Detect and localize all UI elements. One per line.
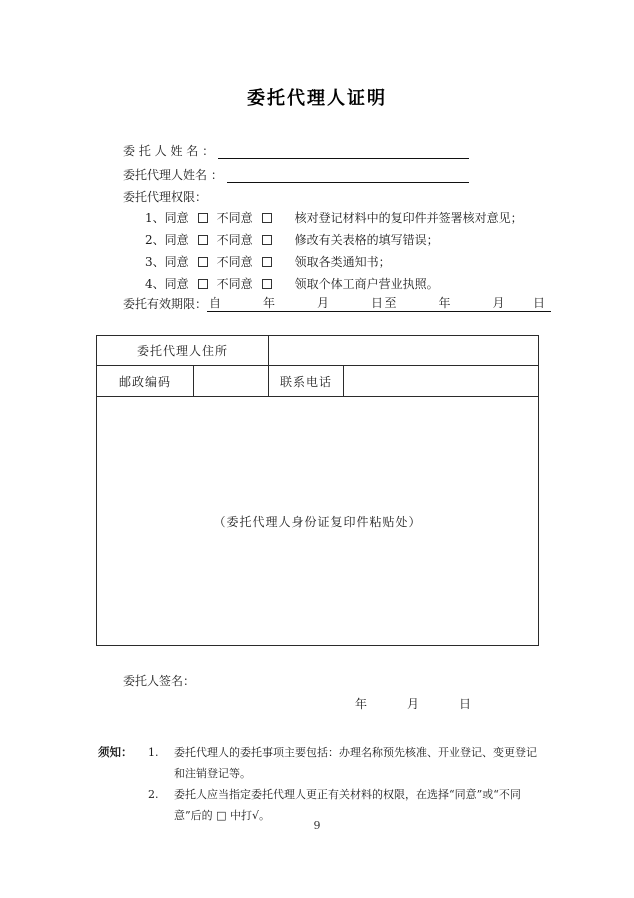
phone-label: 联系电话 bbox=[269, 366, 344, 397]
principal-name-input[interactable] bbox=[218, 144, 469, 159]
notes-section bbox=[98, 742, 542, 826]
disagree-checkbox-1[interactable] bbox=[262, 213, 272, 223]
agree-label: 同意 bbox=[164, 211, 189, 225]
note-text: 委托人应当指定委托代理人更正有关材料的权限，在选择“同意”或“不同意”后的 □ 中打√。 bbox=[174, 788, 521, 822]
agree-label: 同意 bbox=[164, 255, 189, 269]
authority-item-4 bbox=[145, 277, 439, 292]
disagree-checkbox-2[interactable] bbox=[262, 235, 272, 245]
postal-code-value-cell[interactable] bbox=[194, 366, 269, 397]
agree-checkbox-2[interactable] bbox=[198, 235, 208, 245]
agree-checkbox-1[interactable] bbox=[198, 213, 208, 223]
validity-dates-input[interactable]: 自 年 月 日至 年 月 日 bbox=[207, 296, 551, 312]
authority-item-2 bbox=[145, 233, 439, 248]
disagree-label: 不同意 bbox=[216, 211, 253, 225]
note-text: 委托代理人的委托事项主要包括：办理名称预先核准、开业登记、变更登记和注销登记等。 bbox=[174, 746, 537, 780]
page-number: 9 bbox=[313, 819, 321, 832]
note-number: 2. bbox=[148, 788, 159, 801]
agent-name-input[interactable] bbox=[227, 168, 469, 183]
authority-heading: 委托代理权限： bbox=[123, 190, 208, 204]
agent-name-field bbox=[123, 166, 469, 183]
agree-checkbox-4[interactable] bbox=[198, 279, 208, 289]
authority-item-1 bbox=[145, 211, 523, 226]
signature-date-line[interactable]: 年 月 日 bbox=[355, 697, 473, 711]
agent-info-table bbox=[96, 335, 539, 646]
item-number: 1、 bbox=[145, 211, 165, 225]
item-description: 修改有关表格的填写错误； bbox=[294, 233, 439, 247]
disagree-label: 不同意 bbox=[216, 277, 253, 291]
authority-item-3 bbox=[145, 255, 391, 270]
phone-value-cell[interactable] bbox=[344, 366, 539, 397]
disagree-label: 不同意 bbox=[216, 233, 253, 247]
page-title: 委托代理人证明 bbox=[247, 88, 387, 109]
notes-heading: 须知： bbox=[98, 745, 133, 759]
principal-signature-label: 委托人签名： bbox=[123, 674, 196, 688]
item-description: 领取个体工商户营业执照。 bbox=[294, 277, 439, 291]
item-number: 2、 bbox=[145, 233, 165, 247]
disagree-checkbox-3[interactable] bbox=[262, 257, 272, 267]
item-description: 核对登记材料中的复印件并签署核对意见； bbox=[294, 211, 523, 225]
notes-list bbox=[148, 742, 540, 826]
residence-label: 委托代理人住所 bbox=[97, 336, 269, 366]
validity-period-field bbox=[123, 296, 551, 312]
principal-name-field bbox=[123, 142, 469, 159]
note-number: 1. bbox=[148, 746, 159, 759]
note-item-1 bbox=[148, 742, 540, 784]
disagree-checkbox-4[interactable] bbox=[262, 279, 272, 289]
principal-name-label: 委 托 人 姓 名 ： bbox=[123, 144, 215, 158]
postal-code-label: 邮政编码 bbox=[97, 366, 194, 397]
item-number: 4、 bbox=[145, 277, 165, 291]
agent-name-label: 委托代理人姓名 ： bbox=[123, 168, 223, 182]
validity-label: 委托有效期限： bbox=[123, 297, 208, 311]
disagree-label: 不同意 bbox=[216, 255, 253, 269]
residence-value-cell[interactable] bbox=[269, 336, 539, 366]
item-description: 领取各类通知书； bbox=[294, 255, 391, 269]
item-number: 3、 bbox=[145, 255, 165, 269]
agree-label: 同意 bbox=[164, 233, 189, 247]
agree-label: 同意 bbox=[164, 277, 189, 291]
agree-checkbox-3[interactable] bbox=[198, 257, 208, 267]
id-copy-paste-area[interactable]: （委托代理人身份证复印件粘贴处） bbox=[97, 397, 539, 646]
